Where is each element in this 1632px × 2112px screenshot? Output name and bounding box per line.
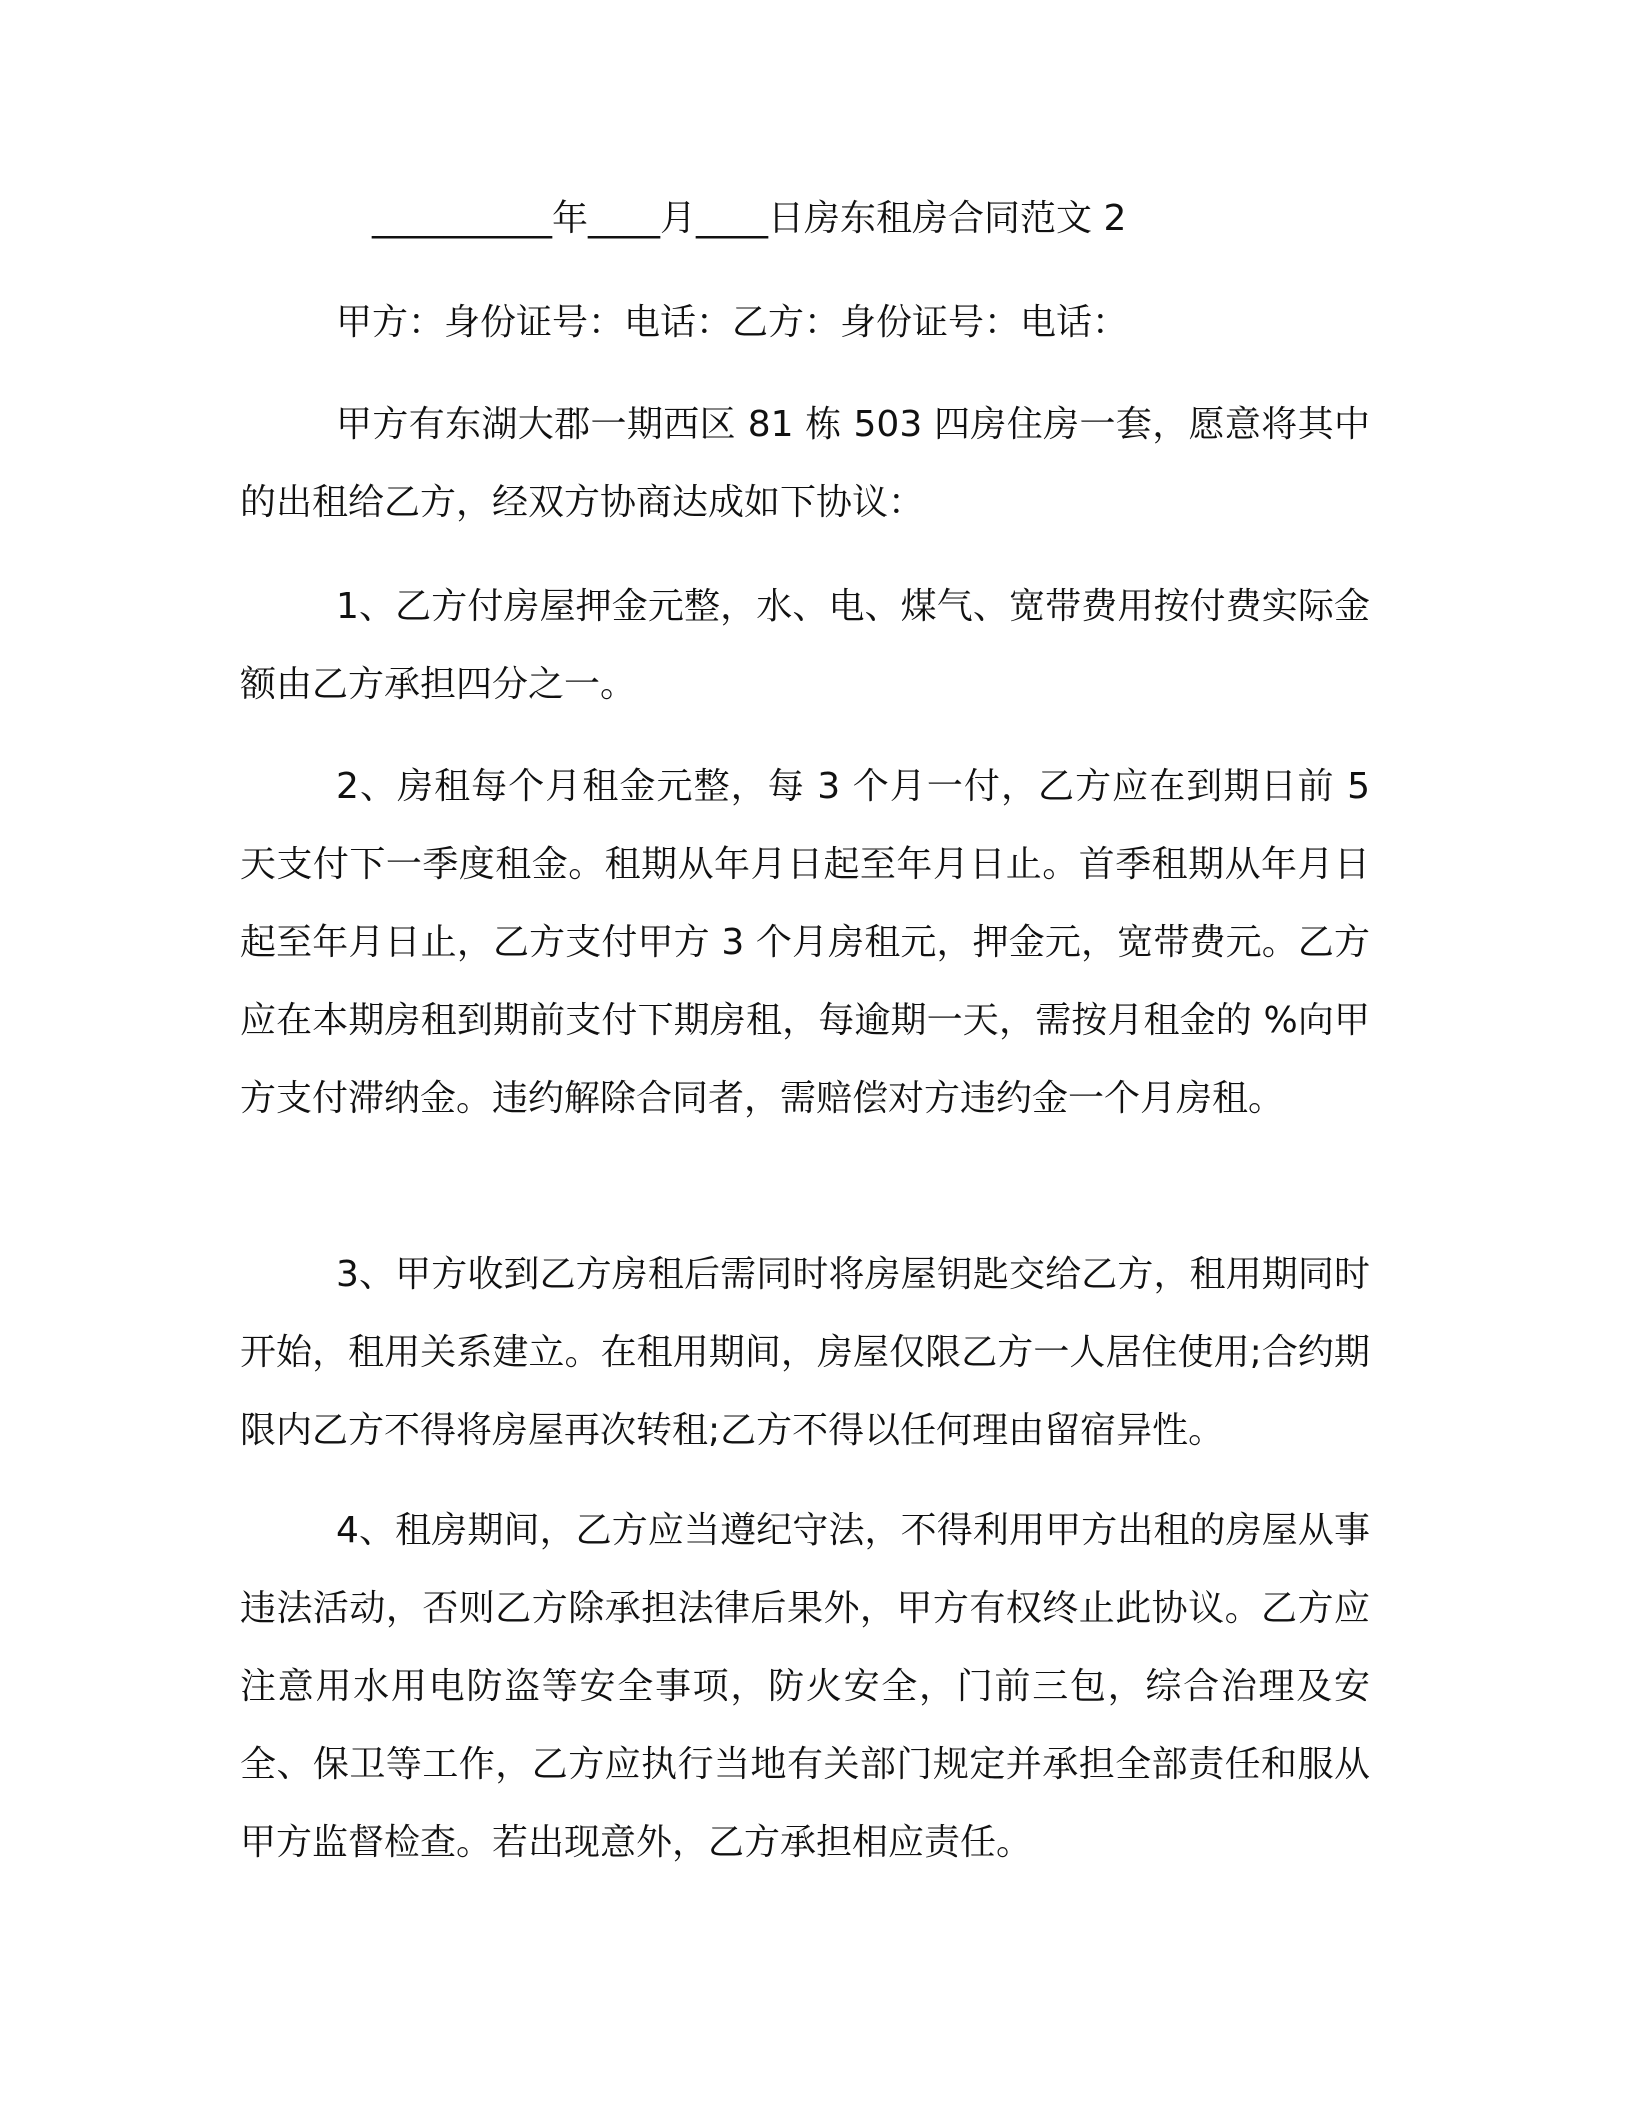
clause-1: 1、乙方付房屋押金元整，水、电、煤气、宽带费用按付费实际金额由乙方承担四分之一。 bbox=[240, 586, 1370, 705]
document-title: __________年____月____日房东租房合同范文 2 bbox=[372, 198, 1127, 239]
clause-2: 2、房租每个月租金元整，每 3 个月一付，乙方应在到期日前 5 天支付下一季度租金。租期从年月日起至年月日止。首季租期从年月日起至年月日止，乙方支付甲方 3 个月房租元，押金元，宽带费元。乙方应在本期房租到期前支付下期房租，每逾期一天，需按月租金的 %向甲方支付滞纳金。违约解除合同者，需赔偿对方违约金一个月房租。 bbox=[240, 766, 1370, 1119]
intro-paragraph: 甲方有东湖大郡一期西区 81 栋 503 四房住房一套，愿意将其中的出租给乙方，经双方协商达成如下协议： bbox=[240, 404, 1370, 523]
parties-line: 甲方：身份证号：电话：乙方：身份证号：电话： bbox=[336, 302, 1129, 343]
clause-3: 3、甲方收到乙方房租后需同时将房屋钥匙交给乙方，租用期同时开始，租用关系建立。在租用期间，房屋仅限乙方一人居住使用;合约期限内乙方不得将房屋再次转租;乙方不得以任何理由留宿异性。 bbox=[240, 1254, 1370, 1451]
clause-4: 4、租房期间，乙方应当遵纪守法，不得利用甲方出租的房屋从事违法活动，否则乙方除承担法律后果外，甲方有权终止此协议。乙方应注意用水用电防盗等安全事项，防火安全，门前三包，综合治理及安全、保卫等工作，乙方应执行当地有关部门规定并承担全部责任和服从甲方监督检查。若出现意外，乙方承担相应责任。 bbox=[240, 1510, 1370, 1863]
